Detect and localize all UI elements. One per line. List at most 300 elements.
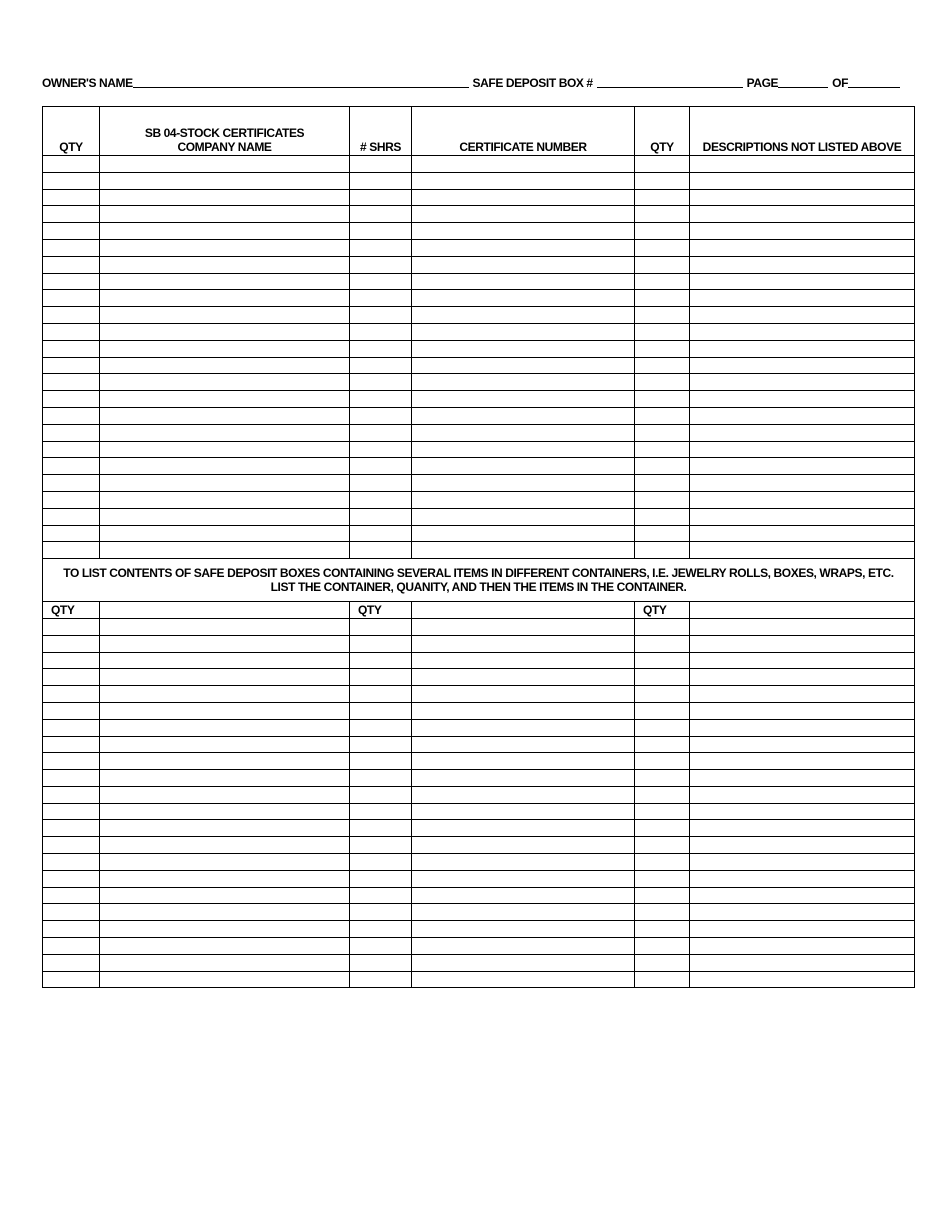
table-cell[interactable] <box>350 290 412 307</box>
table-cell[interactable] <box>690 542 915 559</box>
table-cell[interactable] <box>690 702 915 719</box>
table-cell[interactable] <box>43 273 100 290</box>
table-cell[interactable] <box>690 870 915 887</box>
table-cell[interactable] <box>412 525 635 542</box>
table-cell[interactable] <box>635 904 690 921</box>
table-cell[interactable] <box>690 156 915 173</box>
table-cell[interactable] <box>412 475 635 492</box>
table-cell[interactable] <box>100 904 350 921</box>
table-cell[interactable] <box>43 424 100 441</box>
table-cell[interactable] <box>690 172 915 189</box>
table-cell[interactable] <box>350 635 412 652</box>
table-cell[interactable] <box>43 256 100 273</box>
table-cell[interactable] <box>100 770 350 787</box>
table-cell[interactable] <box>412 719 635 736</box>
table-cell[interactable] <box>635 172 690 189</box>
table-cell[interactable] <box>690 525 915 542</box>
table-cell[interactable] <box>690 491 915 508</box>
table-cell[interactable] <box>43 491 100 508</box>
table-cell[interactable] <box>412 921 635 938</box>
table-cell[interactable] <box>43 441 100 458</box>
table-cell[interactable] <box>350 837 412 854</box>
table-cell[interactable] <box>43 189 100 206</box>
table-cell[interactable] <box>412 971 635 988</box>
table-cell[interactable] <box>43 652 100 669</box>
table-cell[interactable] <box>100 542 350 559</box>
table-cell[interactable] <box>635 239 690 256</box>
table-cell[interactable] <box>350 702 412 719</box>
stock-row <box>43 441 915 458</box>
table-cell[interactable] <box>690 475 915 492</box>
table-cell[interactable] <box>635 854 690 871</box>
table-cell[interactable] <box>43 635 100 652</box>
table-cell[interactable] <box>635 340 690 357</box>
table-cell[interactable] <box>350 475 412 492</box>
table-cell[interactable] <box>43 223 100 240</box>
table-cell[interactable] <box>635 887 690 904</box>
table-cell[interactable] <box>690 374 915 391</box>
table-cell[interactable] <box>690 239 915 256</box>
table-cell[interactable] <box>412 686 635 703</box>
table-cell[interactable] <box>350 652 412 669</box>
table-cell[interactable] <box>43 475 100 492</box>
table-cell[interactable] <box>100 189 350 206</box>
container-row <box>43 971 915 988</box>
table-cell[interactable] <box>635 374 690 391</box>
table-cell[interactable] <box>412 837 635 854</box>
table-cell[interactable] <box>350 618 412 635</box>
table-cell[interactable] <box>350 669 412 686</box>
table-cell[interactable] <box>350 172 412 189</box>
table-cell[interactable] <box>690 820 915 837</box>
table-cell[interactable] <box>412 618 635 635</box>
table-cell[interactable] <box>100 803 350 820</box>
table-cell[interactable] <box>635 702 690 719</box>
table-cell[interactable] <box>412 206 635 223</box>
table-cell[interactable] <box>635 803 690 820</box>
table-cell[interactable] <box>635 542 690 559</box>
table-cell[interactable] <box>635 971 690 988</box>
table-cell[interactable] <box>350 424 412 441</box>
table-cell[interactable] <box>350 491 412 508</box>
table-cell[interactable] <box>43 736 100 753</box>
table-cell[interactable] <box>635 391 690 408</box>
table-cell[interactable] <box>412 391 635 408</box>
table-cell[interactable] <box>100 971 350 988</box>
table-cell[interactable] <box>350 719 412 736</box>
table-cell[interactable] <box>100 525 350 542</box>
table-cell[interactable] <box>635 206 690 223</box>
table-cell[interactable] <box>635 954 690 971</box>
table-cell[interactable] <box>43 172 100 189</box>
table-cell[interactable] <box>635 189 690 206</box>
table-cell[interactable] <box>350 357 412 374</box>
container-row <box>43 820 915 837</box>
table-cell[interactable] <box>635 307 690 324</box>
table-cell[interactable] <box>690 223 915 240</box>
table-cell[interactable] <box>690 921 915 938</box>
table-cell[interactable] <box>43 508 100 525</box>
table-cell[interactable] <box>690 273 915 290</box>
table-cell[interactable] <box>412 702 635 719</box>
table-cell[interactable] <box>43 618 100 635</box>
table-cell[interactable] <box>43 542 100 559</box>
table-cell[interactable] <box>100 719 350 736</box>
table-cell[interactable] <box>635 652 690 669</box>
owner-name-field[interactable] <box>133 75 469 88</box>
table-cell[interactable] <box>412 635 635 652</box>
table-cell[interactable] <box>412 323 635 340</box>
table-cell[interactable] <box>412 652 635 669</box>
table-cell[interactable] <box>350 323 412 340</box>
table-cell[interactable] <box>635 837 690 854</box>
company-name-header <box>100 107 350 156</box>
table-cell[interactable] <box>635 635 690 652</box>
table-cell[interactable] <box>412 273 635 290</box>
table-cell[interactable] <box>43 357 100 374</box>
table-cell[interactable] <box>412 189 635 206</box>
table-cell[interactable] <box>635 223 690 240</box>
table-cell[interactable] <box>350 854 412 871</box>
page-number-field[interactable] <box>778 75 828 88</box>
table-cell[interactable] <box>350 753 412 770</box>
table-cell[interactable] <box>350 887 412 904</box>
table-cell[interactable] <box>690 307 915 324</box>
table-cell[interactable] <box>412 357 635 374</box>
table-cell[interactable] <box>635 719 690 736</box>
table-cell[interactable] <box>350 904 412 921</box>
table-cell[interactable] <box>412 938 635 955</box>
table-cell[interactable] <box>635 870 690 887</box>
table-cell[interactable] <box>100 256 350 273</box>
table-cell[interactable] <box>412 954 635 971</box>
table-cell[interactable] <box>412 887 635 904</box>
instruction-line-1: TO LIST CONTENTS OF SAFE DEPOSIT BOXES CONTAINING SEVERAL ITEMS IN DIFFERENT CONTAINERS, I.E. JEWELRY ROLLS, BOXES, WRAPS, ETC. <box>63 566 894 581</box>
table-cell[interactable] <box>412 669 635 686</box>
table-cell[interactable] <box>635 491 690 508</box>
table-cell[interactable] <box>690 424 915 441</box>
table-cell[interactable] <box>100 340 350 357</box>
table-cell[interactable] <box>350 273 412 290</box>
table-cell[interactable] <box>43 904 100 921</box>
table-cell[interactable] <box>43 770 100 787</box>
table-cell[interactable] <box>412 508 635 525</box>
table-cell[interactable] <box>350 239 412 256</box>
table-cell[interactable] <box>690 854 915 871</box>
table-cell[interactable] <box>43 239 100 256</box>
table-cell[interactable] <box>690 887 915 904</box>
table-cell[interactable] <box>43 971 100 988</box>
table-cell[interactable] <box>100 391 350 408</box>
table-cell[interactable] <box>690 189 915 206</box>
table-cell[interactable] <box>350 407 412 424</box>
table-cell[interactable] <box>100 508 350 525</box>
table-cell[interactable] <box>350 374 412 391</box>
table-cell[interactable] <box>350 391 412 408</box>
table-cell[interactable] <box>100 954 350 971</box>
table-cell[interactable] <box>690 837 915 854</box>
table-cell[interactable] <box>412 307 635 324</box>
table-cell[interactable] <box>412 803 635 820</box>
table-cell[interactable] <box>43 921 100 938</box>
table-cell[interactable] <box>100 206 350 223</box>
table-cell[interactable] <box>690 206 915 223</box>
table-cell[interactable] <box>690 954 915 971</box>
container-row <box>43 887 915 904</box>
table-cell[interactable] <box>412 542 635 559</box>
table-cell[interactable] <box>100 686 350 703</box>
stock-row <box>43 189 915 206</box>
table-cell[interactable] <box>412 820 635 837</box>
table-cell[interactable] <box>100 424 350 441</box>
table-cell[interactable] <box>350 542 412 559</box>
table-cell[interactable] <box>350 223 412 240</box>
table-cell[interactable] <box>350 938 412 955</box>
table-cell[interactable] <box>412 736 635 753</box>
table-cell[interactable] <box>43 938 100 955</box>
certificate-number-header: CERTIFICATE NUMBER <box>412 107 635 156</box>
table-cell[interactable] <box>690 753 915 770</box>
table-cell[interactable] <box>690 971 915 988</box>
table-cell[interactable] <box>690 441 915 458</box>
container-row <box>43 635 915 652</box>
table-cell[interactable] <box>43 525 100 542</box>
table-cell[interactable] <box>635 290 690 307</box>
inventory-table <box>42 106 915 988</box>
table-cell[interactable] <box>43 206 100 223</box>
table-cell[interactable] <box>100 669 350 686</box>
table-cell[interactable] <box>100 618 350 635</box>
table-cell[interactable] <box>690 357 915 374</box>
table-cell[interactable] <box>635 525 690 542</box>
table-cell[interactable] <box>635 753 690 770</box>
table-cell[interactable] <box>412 290 635 307</box>
table-cell[interactable] <box>350 441 412 458</box>
table-cell[interactable] <box>635 323 690 340</box>
table-cell[interactable] <box>690 904 915 921</box>
table-cell[interactable] <box>100 223 350 240</box>
container-row <box>43 786 915 803</box>
table-cell[interactable] <box>100 273 350 290</box>
table-cell[interactable] <box>412 239 635 256</box>
table-cell[interactable] <box>43 407 100 424</box>
table-cell[interactable] <box>412 374 635 391</box>
table-cell[interactable] <box>690 938 915 955</box>
table-cell[interactable] <box>100 736 350 753</box>
table-cell[interactable] <box>412 340 635 357</box>
table-cell[interactable] <box>350 770 412 787</box>
table-cell[interactable] <box>412 491 635 508</box>
table-cell[interactable] <box>412 441 635 458</box>
table-cell[interactable] <box>635 669 690 686</box>
table-cell[interactable] <box>635 686 690 703</box>
table-cell[interactable] <box>43 837 100 854</box>
table-cell[interactable] <box>100 887 350 904</box>
table-cell[interactable] <box>635 273 690 290</box>
table-cell[interactable] <box>100 323 350 340</box>
table-cell[interactable] <box>412 458 635 475</box>
table-cell[interactable] <box>350 525 412 542</box>
table-cell[interactable] <box>100 870 350 887</box>
table-cell[interactable] <box>412 407 635 424</box>
table-cell[interactable] <box>100 921 350 938</box>
stock-row <box>43 156 915 173</box>
table-cell[interactable] <box>635 820 690 837</box>
table-cell[interactable] <box>690 407 915 424</box>
table-cell[interactable] <box>635 424 690 441</box>
table-cell[interactable] <box>690 686 915 703</box>
table-cell[interactable] <box>690 618 915 635</box>
table-cell[interactable] <box>100 820 350 837</box>
table-cell[interactable] <box>412 753 635 770</box>
table-cell[interactable] <box>635 786 690 803</box>
table-cell[interactable] <box>690 340 915 357</box>
page-total-field[interactable] <box>848 75 900 88</box>
table-cell[interactable] <box>690 786 915 803</box>
table-cell[interactable] <box>43 669 100 686</box>
table-cell[interactable] <box>100 753 350 770</box>
table-cell[interactable] <box>100 441 350 458</box>
stock-row <box>43 357 915 374</box>
table-cell[interactable] <box>43 954 100 971</box>
table-cell[interactable] <box>100 374 350 391</box>
table-cell[interactable] <box>635 938 690 955</box>
table-cell[interactable] <box>43 290 100 307</box>
table-cell[interactable] <box>690 290 915 307</box>
table-cell[interactable] <box>43 307 100 324</box>
table-cell[interactable] <box>100 854 350 871</box>
table-cell[interactable] <box>43 340 100 357</box>
table-cell[interactable] <box>350 256 412 273</box>
table-cell[interactable] <box>412 854 635 871</box>
table-cell[interactable] <box>100 156 350 173</box>
table-cell[interactable] <box>350 458 412 475</box>
container-row <box>43 686 915 703</box>
table-cell[interactable] <box>412 156 635 173</box>
table-cell[interactable] <box>100 172 350 189</box>
table-cell[interactable] <box>635 618 690 635</box>
table-cell[interactable] <box>350 803 412 820</box>
stock-row <box>43 273 915 290</box>
table-cell[interactable] <box>43 854 100 871</box>
table-cell[interactable] <box>350 189 412 206</box>
table-cell[interactable] <box>100 786 350 803</box>
table-cell[interactable] <box>412 424 635 441</box>
container-row <box>43 652 915 669</box>
table-cell[interactable] <box>690 803 915 820</box>
table-cell[interactable] <box>350 206 412 223</box>
table-cell[interactable] <box>635 736 690 753</box>
table-cell[interactable] <box>635 357 690 374</box>
table-cell[interactable] <box>690 391 915 408</box>
table-cell[interactable] <box>635 458 690 475</box>
table-cell[interactable] <box>635 256 690 273</box>
table-cell[interactable] <box>412 223 635 240</box>
table-cell[interactable] <box>43 686 100 703</box>
table-cell[interactable] <box>100 407 350 424</box>
table-cell[interactable] <box>100 938 350 955</box>
table-cell[interactable] <box>412 172 635 189</box>
table-cell[interactable] <box>690 652 915 669</box>
table-cell[interactable] <box>350 736 412 753</box>
table-cell[interactable] <box>350 954 412 971</box>
table-cell[interactable] <box>412 770 635 787</box>
table-cell[interactable] <box>635 770 690 787</box>
table-cell[interactable] <box>43 786 100 803</box>
table-cell[interactable] <box>43 820 100 837</box>
table-cell[interactable] <box>690 635 915 652</box>
table-cell[interactable] <box>100 837 350 854</box>
table-cell[interactable] <box>43 702 100 719</box>
table-cell[interactable] <box>635 441 690 458</box>
table-cell[interactable] <box>100 239 350 256</box>
container-row <box>43 904 915 921</box>
table-cell[interactable] <box>690 719 915 736</box>
table-cell[interactable] <box>350 786 412 803</box>
table-cell[interactable] <box>412 256 635 273</box>
table-cell[interactable] <box>43 887 100 904</box>
table-cell[interactable] <box>100 475 350 492</box>
stock-row <box>43 542 915 559</box>
table-cell[interactable] <box>350 340 412 357</box>
table-cell[interactable] <box>412 870 635 887</box>
table-cell[interactable] <box>43 803 100 820</box>
container-row <box>43 719 915 736</box>
table-cell[interactable] <box>350 971 412 988</box>
table-cell[interactable] <box>350 508 412 525</box>
table-cell[interactable] <box>350 156 412 173</box>
table-cell[interactable] <box>635 508 690 525</box>
table-cell[interactable] <box>100 458 350 475</box>
table-cell[interactable] <box>43 374 100 391</box>
table-cell[interactable] <box>350 307 412 324</box>
safe-deposit-box-field[interactable] <box>597 75 743 88</box>
table-cell[interactable] <box>43 458 100 475</box>
table-cell[interactable] <box>690 736 915 753</box>
table-cell[interactable] <box>43 753 100 770</box>
table-cell[interactable] <box>100 635 350 652</box>
table-cell[interactable] <box>350 820 412 837</box>
container-row <box>43 669 915 686</box>
table-cell[interactable] <box>43 323 100 340</box>
table-cell[interactable] <box>350 686 412 703</box>
table-cell[interactable] <box>690 770 915 787</box>
table-cell[interactable] <box>690 669 915 686</box>
table-cell[interactable] <box>100 491 350 508</box>
table-cell[interactable] <box>690 323 915 340</box>
table-cell[interactable] <box>100 357 350 374</box>
table-cell[interactable] <box>690 256 915 273</box>
table-cell[interactable] <box>43 870 100 887</box>
table-cell[interactable] <box>43 156 100 173</box>
table-cell[interactable] <box>43 391 100 408</box>
table-cell[interactable] <box>635 156 690 173</box>
table-cell[interactable] <box>350 921 412 938</box>
table-cell[interactable] <box>690 458 915 475</box>
table-cell[interactable] <box>690 508 915 525</box>
table-cell[interactable] <box>635 921 690 938</box>
table-cell[interactable] <box>350 870 412 887</box>
table-cell[interactable] <box>43 719 100 736</box>
table-cell[interactable] <box>100 290 350 307</box>
table-cell[interactable] <box>635 407 690 424</box>
table-cell[interactable] <box>412 904 635 921</box>
table-cell[interactable] <box>100 652 350 669</box>
table-cell[interactable] <box>412 786 635 803</box>
table-cell[interactable] <box>100 702 350 719</box>
table-cell[interactable] <box>100 307 350 324</box>
table-cell[interactable] <box>635 475 690 492</box>
